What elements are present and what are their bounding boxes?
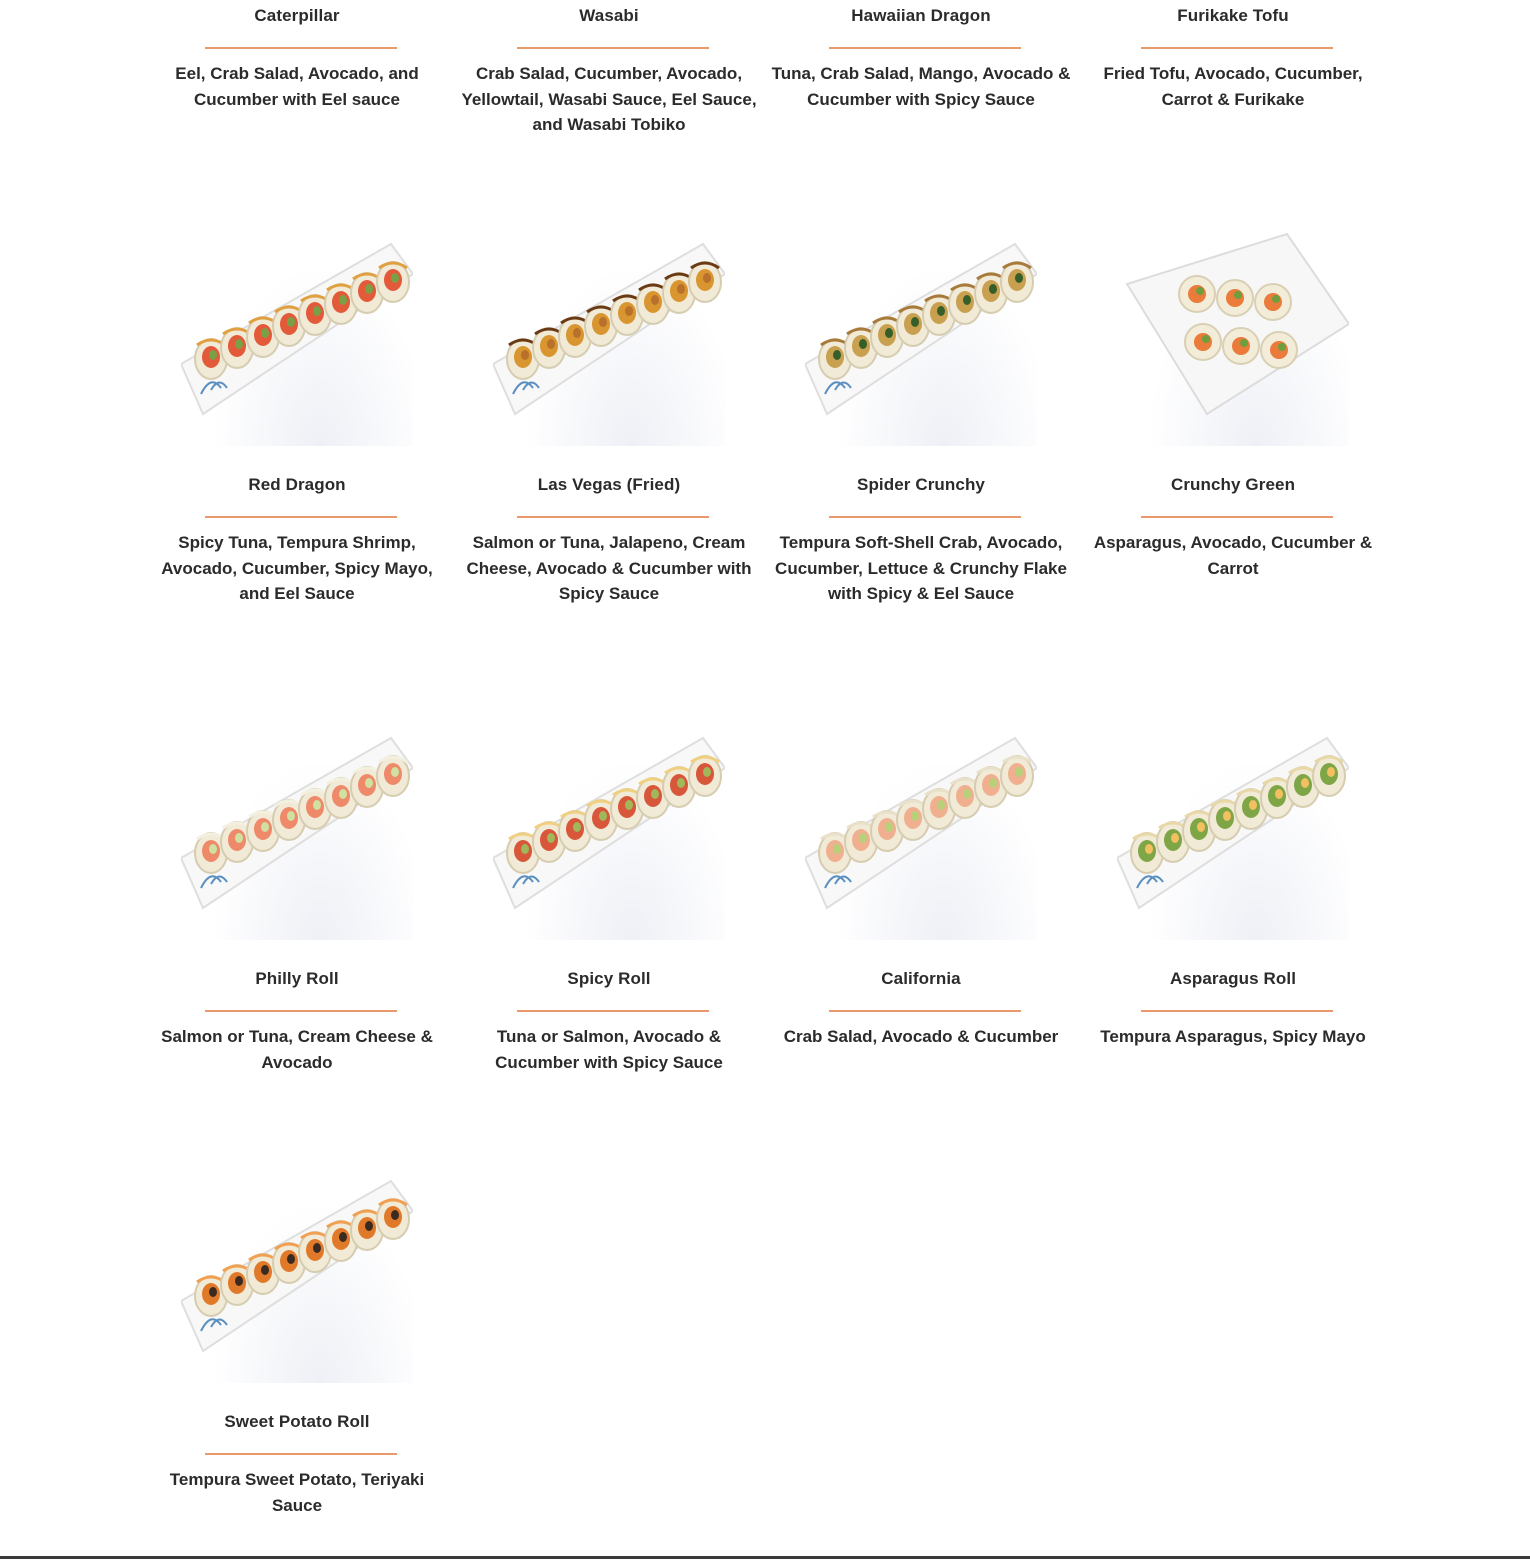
menu-item-title: Asparagus Roll	[1169, 969, 1297, 988]
menu-item-description: Spicy Tuna, Tempura Shrimp, Avocado, Cucumber, Spicy Mayo, and Eel Sauce	[161, 533, 433, 604]
title-divider	[517, 47, 709, 49]
menu-item-title: Spider Crunchy	[857, 475, 985, 494]
menu-item-title: Crunchy Green	[1170, 475, 1296, 494]
menu-item-description: Tuna or Salmon, Avocado & Cucumber with Spicy Sauce	[495, 1027, 723, 1072]
title-divider	[829, 516, 1021, 518]
menu-item-description: Tempura Sweet Potato, Teriyaki Sauce	[169, 1470, 425, 1515]
menu-item-title: Sweet Potato Roll	[224, 1412, 370, 1431]
sushi-roll-photo[interactable]	[1117, 214, 1349, 446]
menu-item-description: Salmon or Tuna, Jalapeno, Cream Cheese, Avocado & Cucumber with Spicy Sauce	[466, 533, 752, 604]
title-divider	[205, 47, 397, 49]
sushi-roll-photo[interactable]	[805, 708, 1037, 940]
sushi-roll-photo[interactable]	[181, 708, 413, 940]
sushi-roll-photo[interactable]	[181, 214, 413, 446]
menu-item-description: Asparagus, Avocado, Cucumber & Carrot	[1093, 533, 1373, 578]
menu-item-title: Furikake Tofu	[1177, 6, 1289, 25]
title-divider	[205, 1453, 397, 1455]
menu-item-description: Fried Tofu, Avocado, Cucumber, Carrot & Furikake	[1103, 64, 1363, 109]
menu-item-title: Philly Roll	[255, 969, 339, 988]
menu-item-title: California	[881, 969, 961, 988]
title-divider	[517, 1010, 709, 1012]
sushi-roll-photo[interactable]	[493, 214, 725, 446]
menu-item-description: Crab Salad, Avocado & Cucumber	[783, 1027, 1059, 1046]
title-divider	[1141, 47, 1333, 49]
menu-item-title: Red Dragon	[248, 475, 346, 494]
menu-item-title: Hawaiian Dragon	[851, 6, 991, 25]
title-divider	[205, 516, 397, 518]
menu-item-description: Tempura Soft-Shell Crab, Avocado, Cucumber, Lettuce & Crunchy Flake with Spicy & Eel Sauce	[775, 533, 1067, 604]
menu-item-title: Las Vegas (Fried)	[537, 475, 681, 494]
sushi-roll-photo[interactable]	[181, 1151, 413, 1383]
menu-item-title: Caterpillar	[254, 6, 340, 25]
title-divider	[1141, 516, 1333, 518]
menu-item-description: Salmon or Tuna, Cream Cheese & Avocado	[161, 1027, 433, 1072]
menu-item-description: Crab Salad, Cucumber, Avocado, Yellowtail, Wasabi Sauce, Eel Sauce, and Wasabi Tobiko	[461, 64, 757, 135]
title-divider	[829, 47, 1021, 49]
title-divider	[829, 1010, 1021, 1012]
sushi-roll-photo[interactable]	[493, 708, 725, 940]
title-divider	[1141, 1010, 1333, 1012]
menu-item-title: Wasabi	[579, 6, 639, 25]
menu-item-description: Tuna, Crab Salad, Mango, Avocado & Cucumber with Spicy Sauce	[771, 64, 1071, 109]
menu-item-description: Eel, Crab Salad, Avocado, and Cucumber with Eel sauce	[175, 64, 419, 109]
sushi-roll-photo[interactable]	[1117, 708, 1349, 940]
menu-item-description: Tempura Asparagus, Spicy Mayo	[1100, 1027, 1366, 1046]
title-divider	[517, 516, 709, 518]
sushi-roll-photo[interactable]	[805, 214, 1037, 446]
title-divider	[205, 1010, 397, 1012]
menu-item-title: Spicy Roll	[567, 969, 651, 988]
